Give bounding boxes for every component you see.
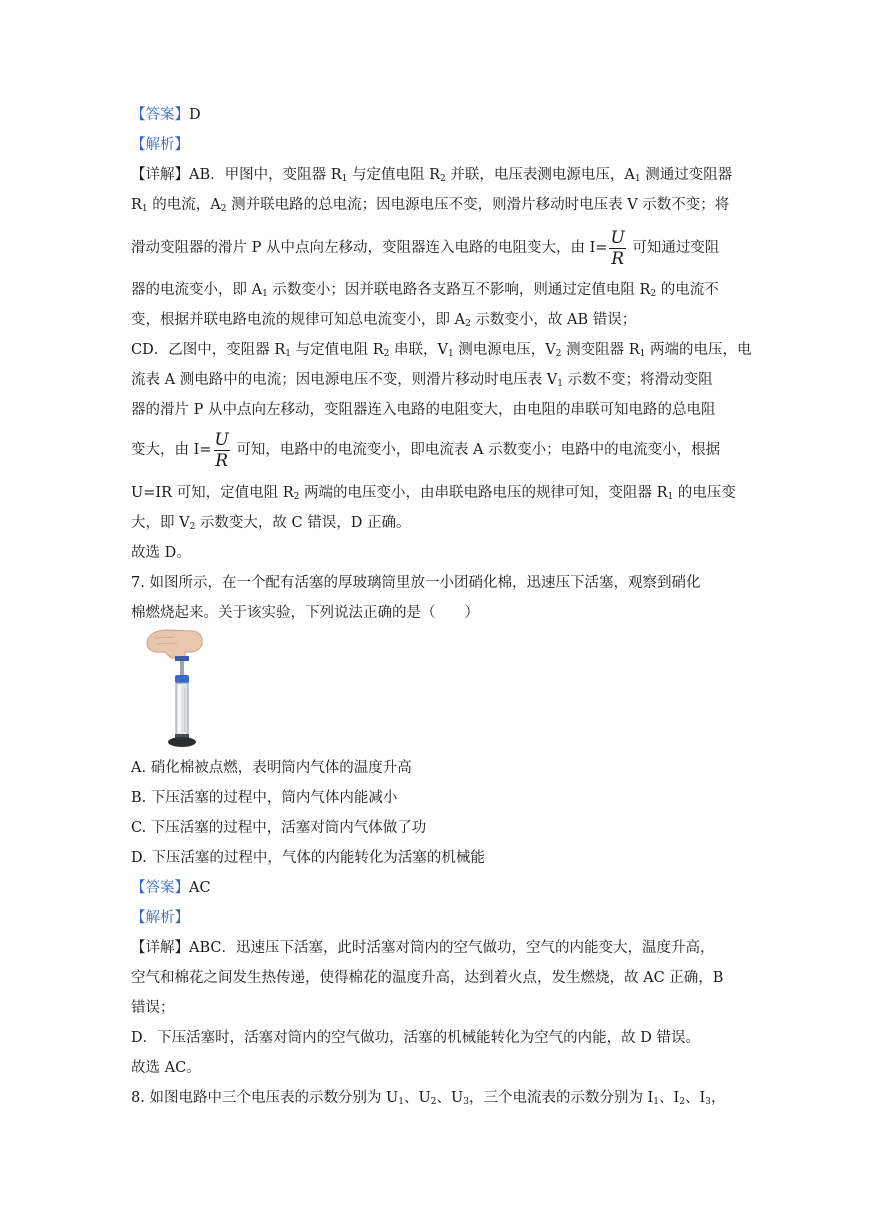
- q7-analysis-tag: 【解析】: [131, 910, 189, 926]
- q6-detail-line-9: 变大，由 I= $\frac{U}{R}$ 可知，电路中的电流变小，即电流表 A 示数变小；电路中的电流变小，根据: [131, 429, 721, 471]
- fraction-u-over-r: $\frac{U}{R}$: [610, 227, 625, 269]
- q6-detail-line-3: 滑动变阻器的滑片 P 从中点向左移动，变阻器连入电路的电阻变大，由 I= $\frac{U}{R}$ 可知通过变阻: [131, 227, 720, 269]
- q7-option-c: C. 下压活塞的过程中，活塞对筒内气体做了功: [131, 820, 427, 836]
- detail-tag: 【详解】: [131, 940, 189, 956]
- answer-value: AC: [189, 880, 211, 896]
- q6-detail-line-5: 变，根据并联电路电流的规律可知总电流变小，即 $A_2$ 示数变小，故 AB 错误；: [131, 312, 637, 329]
- q8-stem: 8. 如图电路中三个电压表的示数分别为 $U_1$、$U_2$、$U_3$，三个电流表的示数分别为 $I_1$、$I_2$、$I_3$，: [131, 1090, 726, 1107]
- q7-option-b: B. 下压活塞的过程中，筒内气体内能减小: [131, 790, 398, 806]
- q7-detail-line-4: D．下压活塞时，活塞对筒内的空气做功，活塞的机械能转化为空气的内能，故 D 错误。: [131, 1030, 700, 1046]
- q6-analysis-tag: 【解析】: [131, 137, 189, 153]
- q6-detail-line-7: 流表 A 测电路中的电流；因电源电压不变，则滑片移动时电压表 $V_1$ 示数不变；将滑动变阻: [131, 372, 713, 389]
- q7-stem-line-1: 7. 如图所示，在一个配有活塞的厚玻璃筒里放一小团硝化棉，迅速压下活塞，观察到硝化: [131, 575, 701, 591]
- q6-answer: [131, 105, 201, 125]
- q7-option-d: D. 下压活塞的过程中，气体的内能转化为活塞的机械能: [131, 850, 485, 866]
- q6-detail-line-11: 大，即 $V_2$ 示数变大，故 C 错误，D 正确。: [131, 515, 411, 532]
- q7-conclusion: 故选 AC。: [131, 1060, 201, 1076]
- q7-detail-line-1: 【详解】ABC．迅速压下活塞，此时活塞对筒内的空气做功，空气的内能变大，温度升高，: [131, 940, 715, 956]
- q6-detail-line-4: 器的电流变小，即 $A_1$ 示数变小；因并联电路各支路互不影响，则通过定值电阻 $R_2$ 的电流不: [131, 282, 719, 299]
- answer-tag: 【答案】: [131, 880, 189, 896]
- q6-detail-line-8: 器的滑片 P 从中点向左移动，变阻器连入电路的电阻变大，由电阻的串联可知电路的总电阻: [131, 402, 716, 418]
- q6-detail-line-10: U=IR 可知，定值电阻 $R_2$ 两端的电压变小，由串联电路电压的规律可知，变阻器 $R_1$ 的电压变: [131, 485, 736, 502]
- q6-detail-line-1: 【详解】AB．甲图中，变阻器 $R_1$ 与定值电阻 $R_2$ 并联，电压表测电源电压，$A_1$ 测通过变阻器: [131, 167, 733, 184]
- answer-tag: 【答案】: [131, 107, 189, 123]
- detail-tag: 【详解】: [131, 167, 189, 183]
- fraction-u-over-r-2: $\frac{U}{R}$: [214, 429, 229, 471]
- q7-option-a: A. 硝化棉被点燃，表明筒内气体的温度升高: [131, 760, 412, 776]
- q6-detail-line-2: $R_1$ 的电流，$A_2$ 测并联电路的总电流；因电源电压不变，则滑片移动时电压表 V 示数不变；将: [131, 197, 730, 214]
- answer-value: D: [189, 107, 201, 123]
- q7-stem-line-2: 棉燃烧起来。关于该实验，下列说法正确的是（ ）: [131, 605, 479, 621]
- q6-conclusion: 故选 D。: [131, 545, 191, 561]
- piston-cylinder-image: [145, 628, 205, 750]
- q6-detail-line-6: CD．乙图中，变阻器 $R_1$ 与定值电阻 $R_2$ 串联，$V_1$ 测电源电压，$V_2$ 测变阻器 $R_1$ 两端的电压，电: [131, 342, 752, 359]
- q7-detail-line-2: 空气和棉花之间发生热传递，使得棉花的温度升高，达到着火点，发生燃烧，故 AC 正确，B: [131, 970, 724, 986]
- q7-answer: [131, 878, 211, 898]
- q7-detail-line-3: 错误；: [131, 1000, 175, 1016]
